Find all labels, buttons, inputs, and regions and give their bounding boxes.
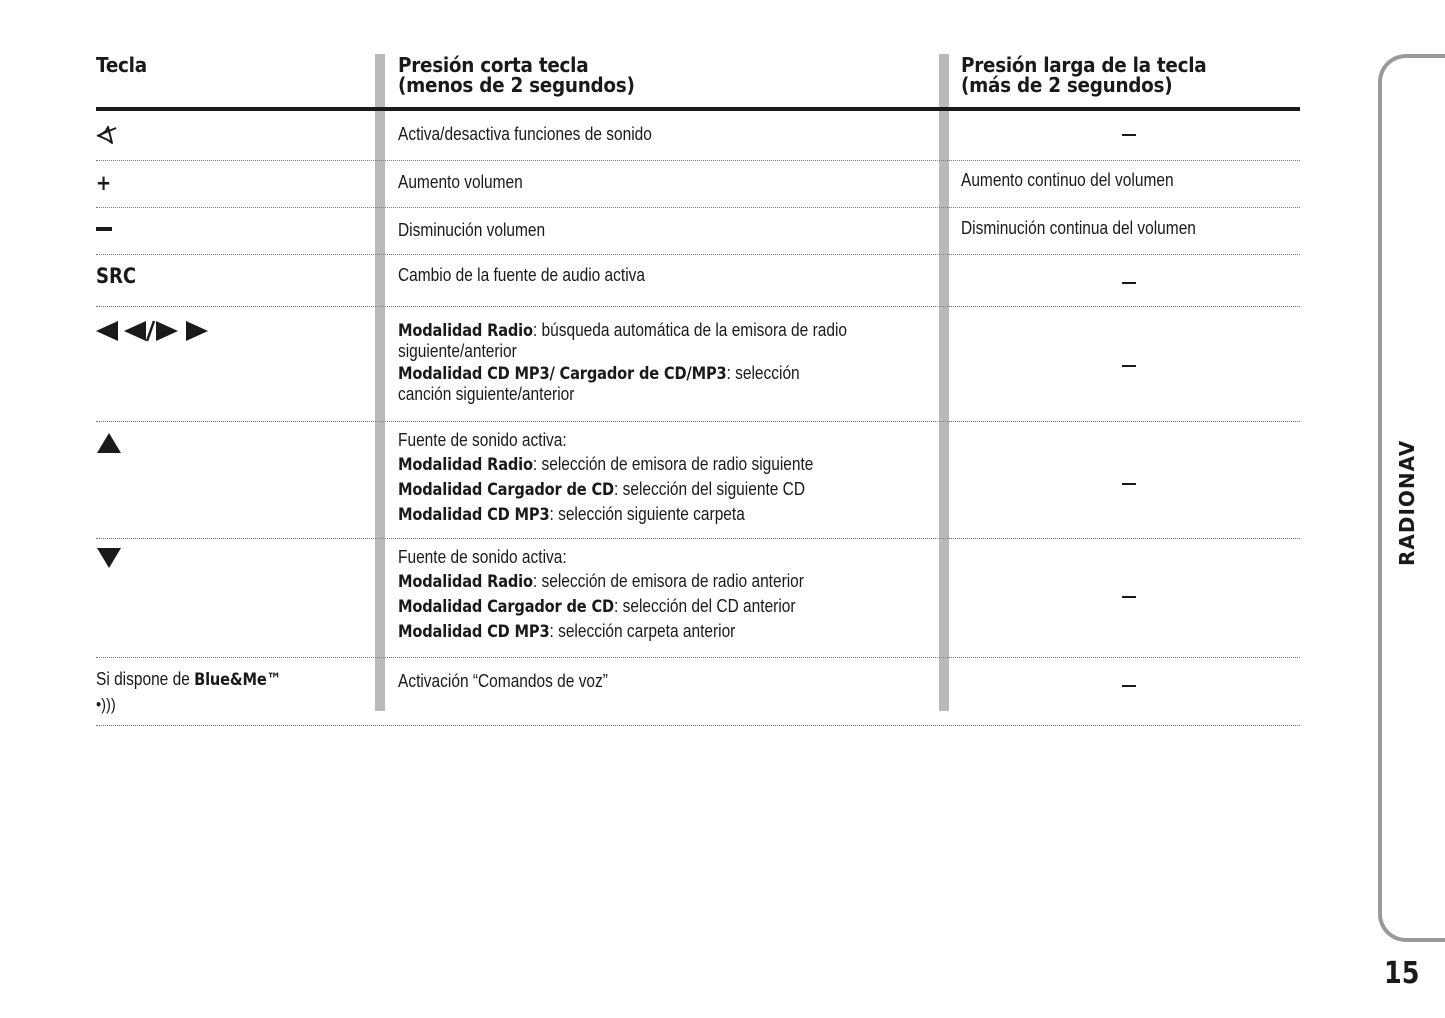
side-tab-label: RADIONAV [1395,439,1419,566]
row-short-text: Cambio de la fuente de audio activa [398,265,645,285]
voice-command-icon: •))) [96,695,116,714]
header-short-press-line2: (menos de 2 segundos) [398,73,635,97]
row-divider [96,725,1300,726]
mode-label: Modalidad Cargador de CD [398,597,614,617]
row-long-dash [1122,483,1136,485]
row-divider [96,160,1300,161]
header-long-press-line2: (más de 2 segundos) [961,73,1173,97]
mode-label: Modalidad CD MP3 [398,622,550,642]
mode-description: : selección siguiente carpeta [549,504,745,524]
mute-speaker-icon [96,124,122,151]
mode-description: canción siguiente/anterior [398,384,575,404]
arrow-up-icon [97,433,121,458]
mode-label: Modalidad CD MP3 [398,505,550,525]
mode-description: : selección de emisora de radio siguiente [532,454,814,474]
mode-description: Fuente de sonido activa: [398,547,567,567]
row-short-text: Aumento volumen [398,172,523,192]
column-separator [375,54,385,711]
row-long-dash [1122,365,1136,367]
header-long-press [961,55,1206,95]
row-long-dash [1122,282,1136,284]
row-long-text: Disminución continua del volumen [961,218,1196,238]
row-long-dash [1122,134,1136,136]
mode-description: Fuente de sonido activa: [398,430,567,450]
key-src: SRC [96,264,137,288]
row-long-dash [1122,596,1136,598]
header-key: Tecla [96,53,147,77]
header-short-press-line1: Presión corta tecla [398,53,589,77]
mode-label: Modalidad Radio [398,321,533,341]
row-divider [96,421,1300,422]
mode-description: siguiente/anterior [398,341,517,361]
seek-back-forward-icon [96,320,212,347]
key-plus: + [96,171,112,195]
mode-description: : selección [726,363,800,383]
mode-description: : selección del CD anterior [613,596,796,616]
row-divider [96,657,1300,658]
mode-description: : selección del siguiente CD [613,479,806,499]
row-divider [96,254,1300,255]
row-short-text [398,429,813,526]
key-minus-icon [96,227,112,231]
key-prefix-text: Si dispone de [96,669,195,689]
row-divider [96,538,1300,539]
row-short-text [398,319,847,405]
row-short-text [398,546,804,643]
mode-label: Modalidad Cargador de CD [398,480,614,500]
blueandme-label: Blue&Me™ [194,670,282,690]
mode-label: Modalidad Radio [398,572,533,592]
header-short-press [398,55,635,95]
mode-description: : búsqueda automática de la emisora de radio [532,320,848,340]
row-divider [96,207,1300,208]
row-short-text: Activación “Comandos de voz” [398,671,608,691]
mode-description: : selección de emisora de radio anterior [532,571,804,591]
header-long-press-line1: Presión larga de la tecla [961,53,1207,77]
mode-description: : selección carpeta anterior [549,621,736,641]
arrow-down-icon [97,548,121,573]
mode-label: Modalidad Radio [398,455,533,475]
row-divider [96,306,1300,307]
row-short-text: Activa/desactiva funciones de sonido [398,124,652,144]
header-rule [96,107,1300,111]
column-separator [939,54,949,711]
mode-label: Modalidad CD MP3/ Cargador de CD/MP3 [398,364,727,384]
row-long-dash [1122,685,1136,687]
page-number: 15 [1384,956,1420,991]
row-long-text: Aumento continuo del volumen [961,170,1174,190]
key-blueandme [96,668,281,691]
row-short-text: Disminución volumen [398,220,546,240]
